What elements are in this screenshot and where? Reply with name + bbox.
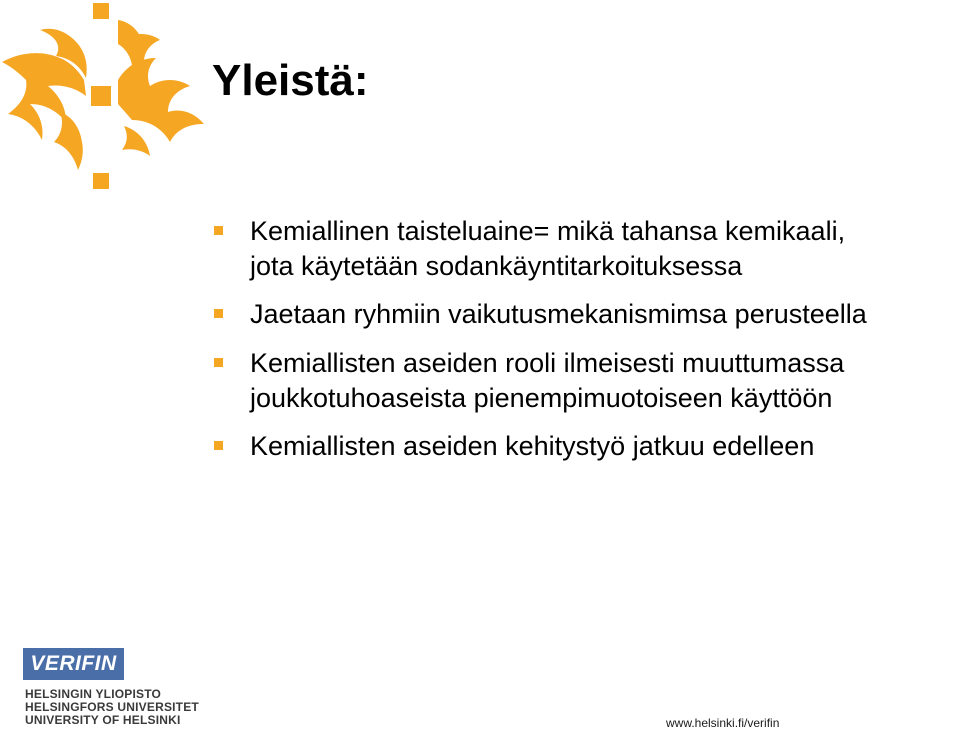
bullet-marker: [214, 226, 223, 235]
bullet-item: [212, 214, 952, 284]
university-flame-icon: [0, 0, 215, 200]
bullet-text: Kemiallisten aseiden rooli ilmeisesti muuttumassa: [250, 348, 845, 378]
bullet-text: Kemiallisten aseiden kehitystyö jatkuu edelleen: [250, 431, 815, 461]
bullet-text: jota käytetään sodankäyntitarkoituksessa: [250, 251, 743, 281]
university-name-swedish: HELSINGFORS UNIVERSITET: [25, 700, 199, 714]
bullet-item: [212, 346, 952, 416]
university-name-finnish: HELSINGIN YLIOPISTO: [25, 687, 162, 701]
bullet-marker: [214, 309, 223, 318]
bullet-marker: [214, 358, 223, 367]
bullet-text: Jaetaan ryhmiin vaikutusmekanismimsa perusteella: [250, 299, 867, 329]
university-name-english: UNIVERSITY OF HELSINKI: [25, 713, 181, 727]
footer-url: www.helsinki.fi/verifin: [666, 716, 780, 730]
slide-title: Yleistä:: [212, 56, 369, 105]
bullet-marker: [214, 441, 223, 450]
bullet-text: joukkotuhoaseista pienempimuotoiseen käyttöön: [250, 383, 833, 413]
bullet-item: [212, 297, 952, 332]
bullet-text: Kemiallinen taisteluaine= mikä tahansa kemikaali,: [250, 216, 846, 246]
university-name-block: [25, 688, 199, 727]
bullet-list: [212, 214, 952, 477]
bullet-item: [212, 429, 952, 464]
verifin-badge: VERIFIN: [23, 648, 124, 680]
